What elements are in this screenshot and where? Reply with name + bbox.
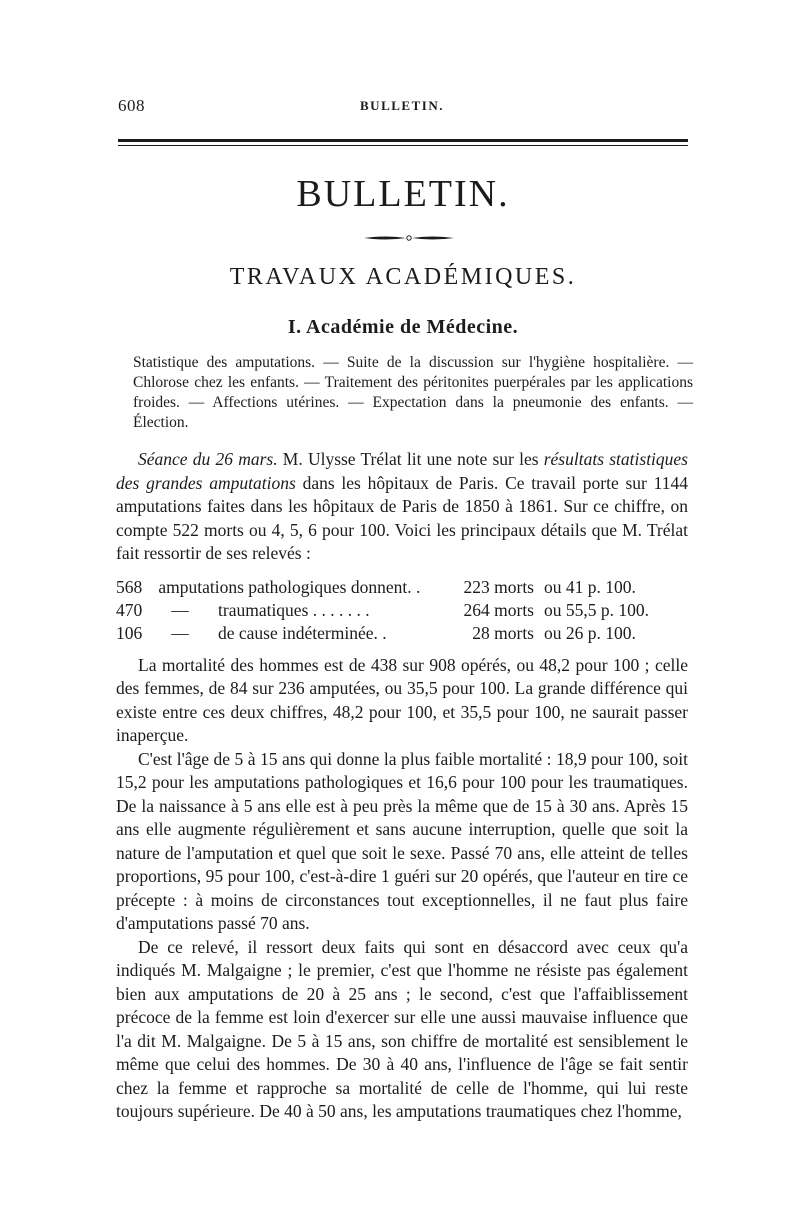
stat-row — [116, 576, 688, 599]
seance-text-1: M. Ulysse Trélat lit une note sur les — [277, 449, 544, 469]
stat-count: 470 — [116, 599, 143, 620]
stat-rate: ou 41 p. 100. — [544, 576, 636, 597]
seance-paragraph — [116, 448, 688, 566]
subsection-title: I. Académie de Médecine. — [287, 316, 519, 338]
running-title: BULLETIN. — [360, 98, 444, 113]
body-text — [116, 448, 688, 1124]
seance-text-2: dans les hôpitaux de Paris. Ce travail porte sur 1144 amputations faites dans les hôpitaux de Paris de 1850 à 1861. Sur ce chiffre, on compte 522 morts ou 4, 5, 6 pour 100. Voici les principaux détails que M. Trélat fait ressortir de ses relevés : — [116, 472, 688, 563]
header-rule-thin — [118, 145, 688, 146]
stat-deaths: 223 morts — [463, 576, 534, 597]
page-number: 608 — [118, 96, 145, 115]
paragraph-malgaigne: De ce relevé, il ressort deux faits qui sont en désaccord avec ceux qu'a indiqués M. Malgaigne ; le premier, c'est que l'homme ne résiste pas également bien aux amputations de 20 à 25 ans ; le second, c'est que l'affaiblissement précoce de la femme est loin d'exercer sur elle une aussi mauvaise influence que l'a dit M. Malgaigne. De 5 à 15 ans, son chiffre de mortalité est sensiblement le même que celui des hommes. De 30 à 40 ans, l'influence de l'âge se fait sentir chez la femme et rapproche sa mortalité de celle de l'homme, qui lui reste toujours supérieure. De 40 à 50 ans, les amputations traumatiques chez l'homme, — [116, 936, 688, 1121]
stat-deaths: 28 morts — [472, 622, 534, 643]
stat-count: 568 — [116, 576, 143, 597]
stat-rate: ou 55,5 p. 100. — [544, 599, 649, 620]
seance-date: Séance du 26 mars. — [138, 449, 278, 469]
amputation-stats — [116, 576, 688, 645]
header-rule-thick — [118, 139, 688, 142]
stat-deaths: 264 morts — [463, 599, 534, 620]
ditto-dash: — — [171, 599, 189, 620]
stat-type: amputations pathologiques donnent. . — [158, 576, 421, 597]
section-title: TRAVAUX ACADÉMIQUES. — [229, 264, 577, 290]
stat-count: 106 — [116, 622, 143, 643]
running-head — [118, 96, 686, 120]
ditto-dash: — — [171, 622, 189, 643]
paragraph-mortality-age: C'est l'âge de 5 à 15 ans qui donne la plus faible mortalité : 18,9 pour 100, soit 15,2 pour les amputations pathologiques et 16,6 pour 100 pour les traumatiques. De la naissance à 5 ans elle est à peu près la même que de 15 à 30 ans. Après 15 ans elle augmente régulièrement et sans aucune interruption, quelle que soit la nature de l'amputation et quel que soit le sexe. Passé 70 ans, elle atteint de telles proportions, 95 pour 100, c'est-à-dire 1 guéri sur 20 opérés, que l'auteur en tire ce précepte : à moins de circonstances tout exceptionnelles, il ne faut plus faire d'amputations passé 70 ans. — [116, 748, 688, 933]
stat-row — [116, 599, 688, 622]
stat-rate: ou 26 p. 100. — [544, 622, 636, 643]
stat-type: — traumatiques . . . . . . . — [154, 599, 436, 622]
stat-row — [116, 622, 688, 645]
summary: Statistique des amputations. — Suite de la discussion sur l'hygiène hospitalière. — Chlorose chez les enfants. — Traitement des péritonites puerpérales par les applications froides. — Affections utérines. — Expectation dans la pneumonie des enfants. — Élection. — [133, 354, 693, 431]
ornament-divider — [362, 233, 456, 243]
stat-type: — de cause indéterminée. . — [154, 622, 436, 645]
main-title: BULLETIN. — [296, 173, 510, 215]
seance-italic-title: résultats statistiques des grandes amputations — [116, 449, 688, 493]
paragraph-mortality-sex: La mortalité des hommes est de 438 sur 908 opérés, ou 48,2 pour 100 ; celle des femmes, de 84 sur 236 amputées, ou 35,5 pour 100. La grande différence qui existe entre ces deux chiffres, 48,2 pour 100, et 35,5 pour 100, ne saurait passer inaperçue. — [116, 654, 688, 745]
